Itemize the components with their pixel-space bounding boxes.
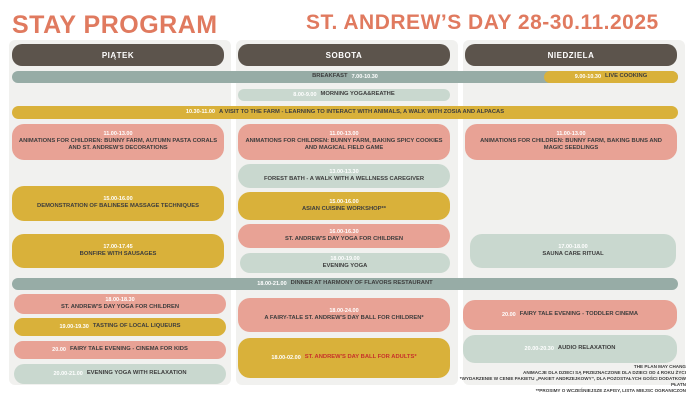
saturday-ball-adults: 18.00-02.00 ST. ANDREW'S DAY BALL FOR ADULTS* (238, 338, 450, 378)
saturday-asian-cuisine: 15.00-16.00 ASIAN CUISINE WORKSHOP** (238, 192, 450, 220)
footnote-line: THE PLAN MAY CHANG (633, 364, 686, 369)
footnotes (426, 364, 686, 394)
friday-evening-yoga: 20.00-21.00 EVENING YOGA WITH RELAXATION (14, 364, 226, 384)
breakfast-time: 7.00-10.30 (351, 73, 378, 80)
saturday-evening-yoga: 18.00-19.00 EVENING YOGA (240, 253, 450, 273)
saturday-animations: 11.00-13.00 ANIMATIONS FOR CHILDREN: BUNNY FARM, BAKING SPICY COOKIES AND MAGICAL FIELD GAME (238, 124, 450, 160)
footnote-line: **PROSIMY O WCZEŚNIEJSZE ZAPISY, LISTA MIEJSC OGRANICZON (535, 387, 686, 393)
breakfast-label: BREAKFAST (312, 73, 348, 80)
friday-animations: 11.00-13.00 ANIMATIONS FOR CHILDREN: BUNNY FARM, AUTUMN PASTA CORALS AND ST. ANDREW'S DECORATIONS (12, 124, 224, 160)
footnote-line: ANIMACJE DLA DZIECI SĄ PRZEZNACZONE DLA DZIECI OD 4 ROKU ŻYCI (523, 369, 686, 375)
friday-balinese-massage: 15.00-16.00 DEMONSTRATION OF BALINESE MASSAGE TECHNIQUES (12, 186, 224, 221)
footnote-line: PŁATN (671, 381, 686, 387)
friday-liqueurs: 19.00-19.30 TASTING OF LOCAL LIQUEURS (14, 318, 226, 336)
sunday-sauna: 17.00-18.00 SAUNA CARE RITUAL (470, 234, 676, 268)
saturday-forest-bath: 13.00-13.30 FOREST BATH - A WALK WITH A WELLNESS CAREGIVER (238, 164, 450, 188)
saturday-morning-yoga: 8.00-9.00 MORNING YOGA&REATHE (238, 89, 450, 101)
saturday-ball-children: 18.00-24.00 A FAIRY-TALE ST. ANDREW'S DAY BALL FOR CHILDREN* (238, 298, 450, 332)
dinner-row (12, 278, 678, 290)
day-header-friday: PIĄTEK (12, 44, 224, 66)
saturday-yoga-children: 16.00-16.30 ST. ANDREW'S DAY YOGA FOR CHILDREN (238, 224, 450, 248)
farm-time: 10.30-11.00 (185, 109, 215, 116)
footnote-line: *WYDARZENIE W CENIE PAKIETU „PAKIET ANDRZEJKOWY”, DLA POZOSTAŁYCH GOŚCI DODATKOW (459, 375, 686, 381)
dinner-label: DINNER AT HARMONY OF FLAVORS RESTAURANT (290, 280, 433, 287)
day-header-sunday: NIEDZIELA (465, 44, 677, 66)
farm-label: A VISIT TO THE FARM - LEARNING TO INTERACT WITH ANIMALS, A WALK WITH ZOSIA AND ALPACAS (218, 108, 505, 115)
friday-bonfire: 17.00-17.45 BONFIRE WITH SAUSAGES (12, 234, 224, 268)
sunday-toddler-cinema: 20.00 FAIRY TALE EVENING - TODDLER CINEMA (463, 300, 677, 330)
sunday-audio-relaxation: 20.00-20.30 AUDIO RELAXATION (463, 335, 677, 363)
day-header-saturday: SOBOTA (238, 44, 450, 66)
sunday-column (463, 40, 685, 385)
program-title: STAY PROGRAM (12, 11, 218, 39)
sunday-animations: 11.00-13.00 ANIMATIONS FOR CHILDREN: BUNNY FARM, BAKING BUNS AND MAGIC SEEDLINGS (465, 124, 677, 160)
event-title: ST. ANDREW’S DAY 28-30.11.2025 (306, 11, 659, 34)
farm-row (12, 106, 678, 119)
dinner-time: 18.00-21.00 (257, 280, 287, 287)
friday-cinema: 20.00 FAIRY TALE EVENING - CINEMA FOR KIDS (14, 341, 226, 359)
sunday-live-cooking: 9.00-10.30 LIVE COOKING (544, 71, 678, 83)
friday-yoga-children: 18.00-18.30 ST. ANDREW'S DAY YOGA FOR CHILDREN (14, 294, 226, 314)
